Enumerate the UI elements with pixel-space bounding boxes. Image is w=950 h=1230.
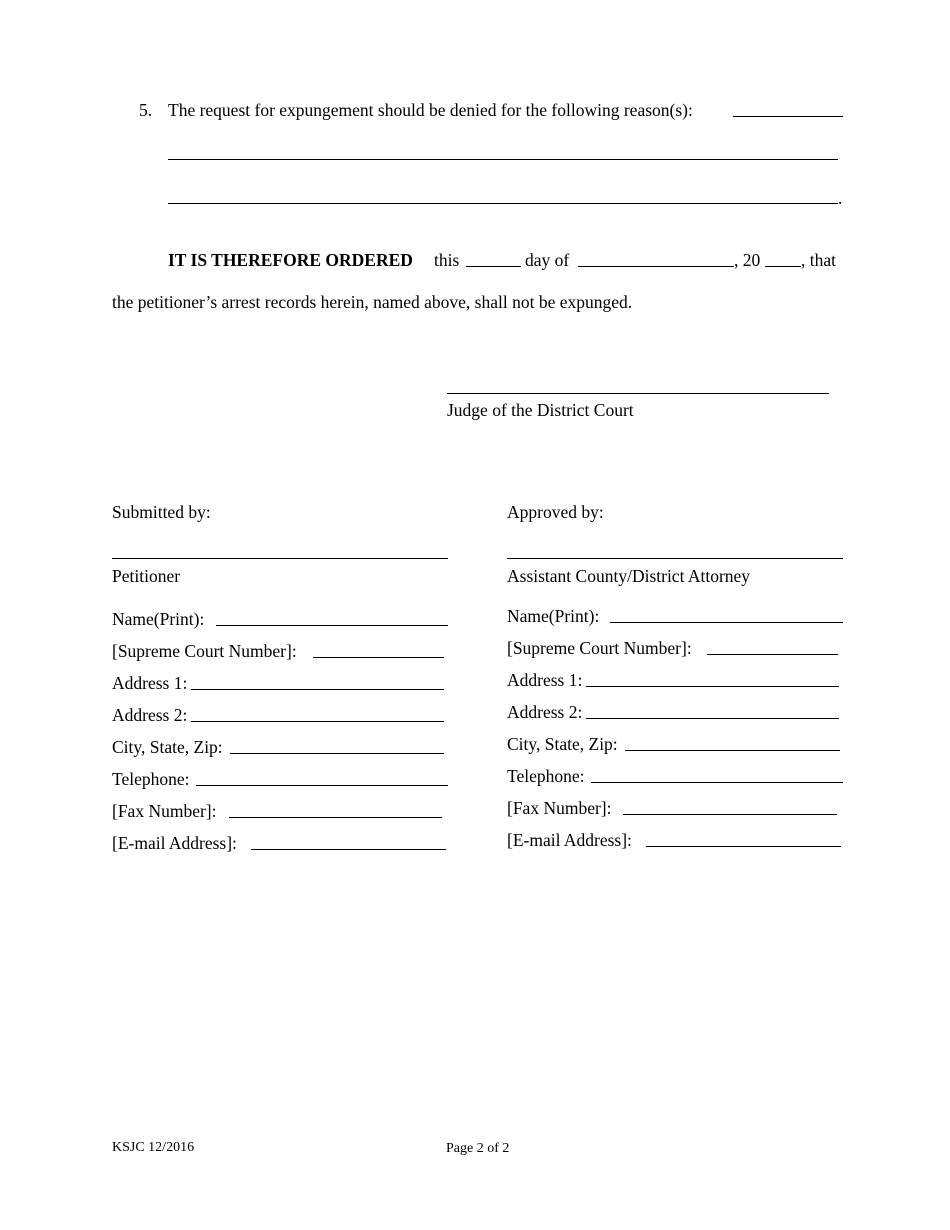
item-number: 5. — [139, 100, 153, 120]
approved-address2-blank[interactable] — [586, 718, 839, 719]
approved-email-label: [E-mail Address]: — [507, 830, 632, 850]
approved-fax-blank[interactable] — [623, 814, 837, 815]
approved-telephone-blank[interactable] — [591, 782, 843, 783]
submitted-email-label: [E-mail Address]: — [112, 833, 237, 853]
submitted-city-label: City, State, Zip: — [112, 737, 223, 757]
judge-signature-line[interactable] — [447, 393, 829, 394]
judge-label: Judge of the District Court — [447, 400, 634, 420]
approved-email-blank[interactable] — [646, 846, 841, 847]
page-number: Page 2 of 2 — [446, 1141, 510, 1156]
end-period: . — [838, 188, 843, 208]
submitted-email-blank[interactable] — [251, 849, 446, 850]
order-lead: IT IS THEREFORE ORDERED — [168, 250, 413, 270]
submitted-address1-label: Address 1: — [112, 673, 188, 693]
approved-fax-label: [Fax Number]: — [507, 798, 612, 818]
order-line-2: the petitioner’s arrest records herein, named above, shall not be expunged. — [112, 292, 633, 312]
submitted-address1-blank[interactable] — [191, 689, 444, 690]
attorney-signature-line[interactable] — [507, 558, 843, 559]
submitted-address2-blank[interactable] — [191, 721, 444, 722]
reason-blank-2[interactable] — [168, 159, 838, 160]
submitted-fax-blank[interactable] — [229, 817, 442, 818]
approved-address2-label: Address 2: — [507, 702, 583, 722]
order-this: this — [434, 250, 460, 270]
submitted-telephone-label: Telephone: — [112, 769, 190, 789]
order-that: , that — [801, 250, 836, 270]
approved-address1-blank[interactable] — [586, 686, 839, 687]
approved-city-label: City, State, Zip: — [507, 734, 618, 754]
approved-city-blank[interactable] — [625, 750, 840, 751]
reason-blank-1[interactable] — [733, 116, 843, 117]
approved-name-label: Name(Print): — [507, 606, 600, 626]
approved-telephone-label: Telephone: — [507, 766, 585, 786]
approved-scn-label: [Supreme Court Number]: — [507, 638, 692, 658]
submitted-name-label: Name(Print): — [112, 609, 205, 629]
petitioner-signature-line[interactable] — [112, 558, 448, 559]
form-id: KSJC 12/2016 — [112, 1140, 195, 1155]
approved-scn-blank[interactable] — [707, 654, 838, 655]
year-blank[interactable] — [765, 266, 801, 267]
order-year-prefix: , 20 — [734, 250, 761, 270]
reason-blank-3[interactable] — [168, 203, 838, 204]
submitted-city-blank[interactable] — [230, 753, 444, 754]
petitioner-label: Petitioner — [112, 566, 181, 586]
submitted-heading: Submitted by: — [112, 502, 211, 522]
month-blank[interactable] — [578, 266, 734, 267]
approved-heading: Approved by: — [507, 502, 604, 522]
order-day-of: day of — [525, 250, 570, 270]
submitted-telephone-blank[interactable] — [196, 785, 448, 786]
approved-name-blank[interactable] — [610, 622, 843, 623]
submitted-scn-label: [Supreme Court Number]: — [112, 641, 297, 661]
item-5-text: The request for expungement should be denied for the following reason(s): — [168, 100, 693, 120]
day-blank[interactable] — [466, 266, 521, 267]
submitted-fax-label: [Fax Number]: — [112, 801, 217, 821]
submitted-name-blank[interactable] — [216, 625, 448, 626]
submitted-scn-blank[interactable] — [313, 657, 444, 658]
attorney-label: Assistant County/District Attorney — [507, 566, 751, 586]
approved-address1-label: Address 1: — [507, 670, 583, 690]
submitted-address2-label: Address 2: — [112, 705, 188, 725]
